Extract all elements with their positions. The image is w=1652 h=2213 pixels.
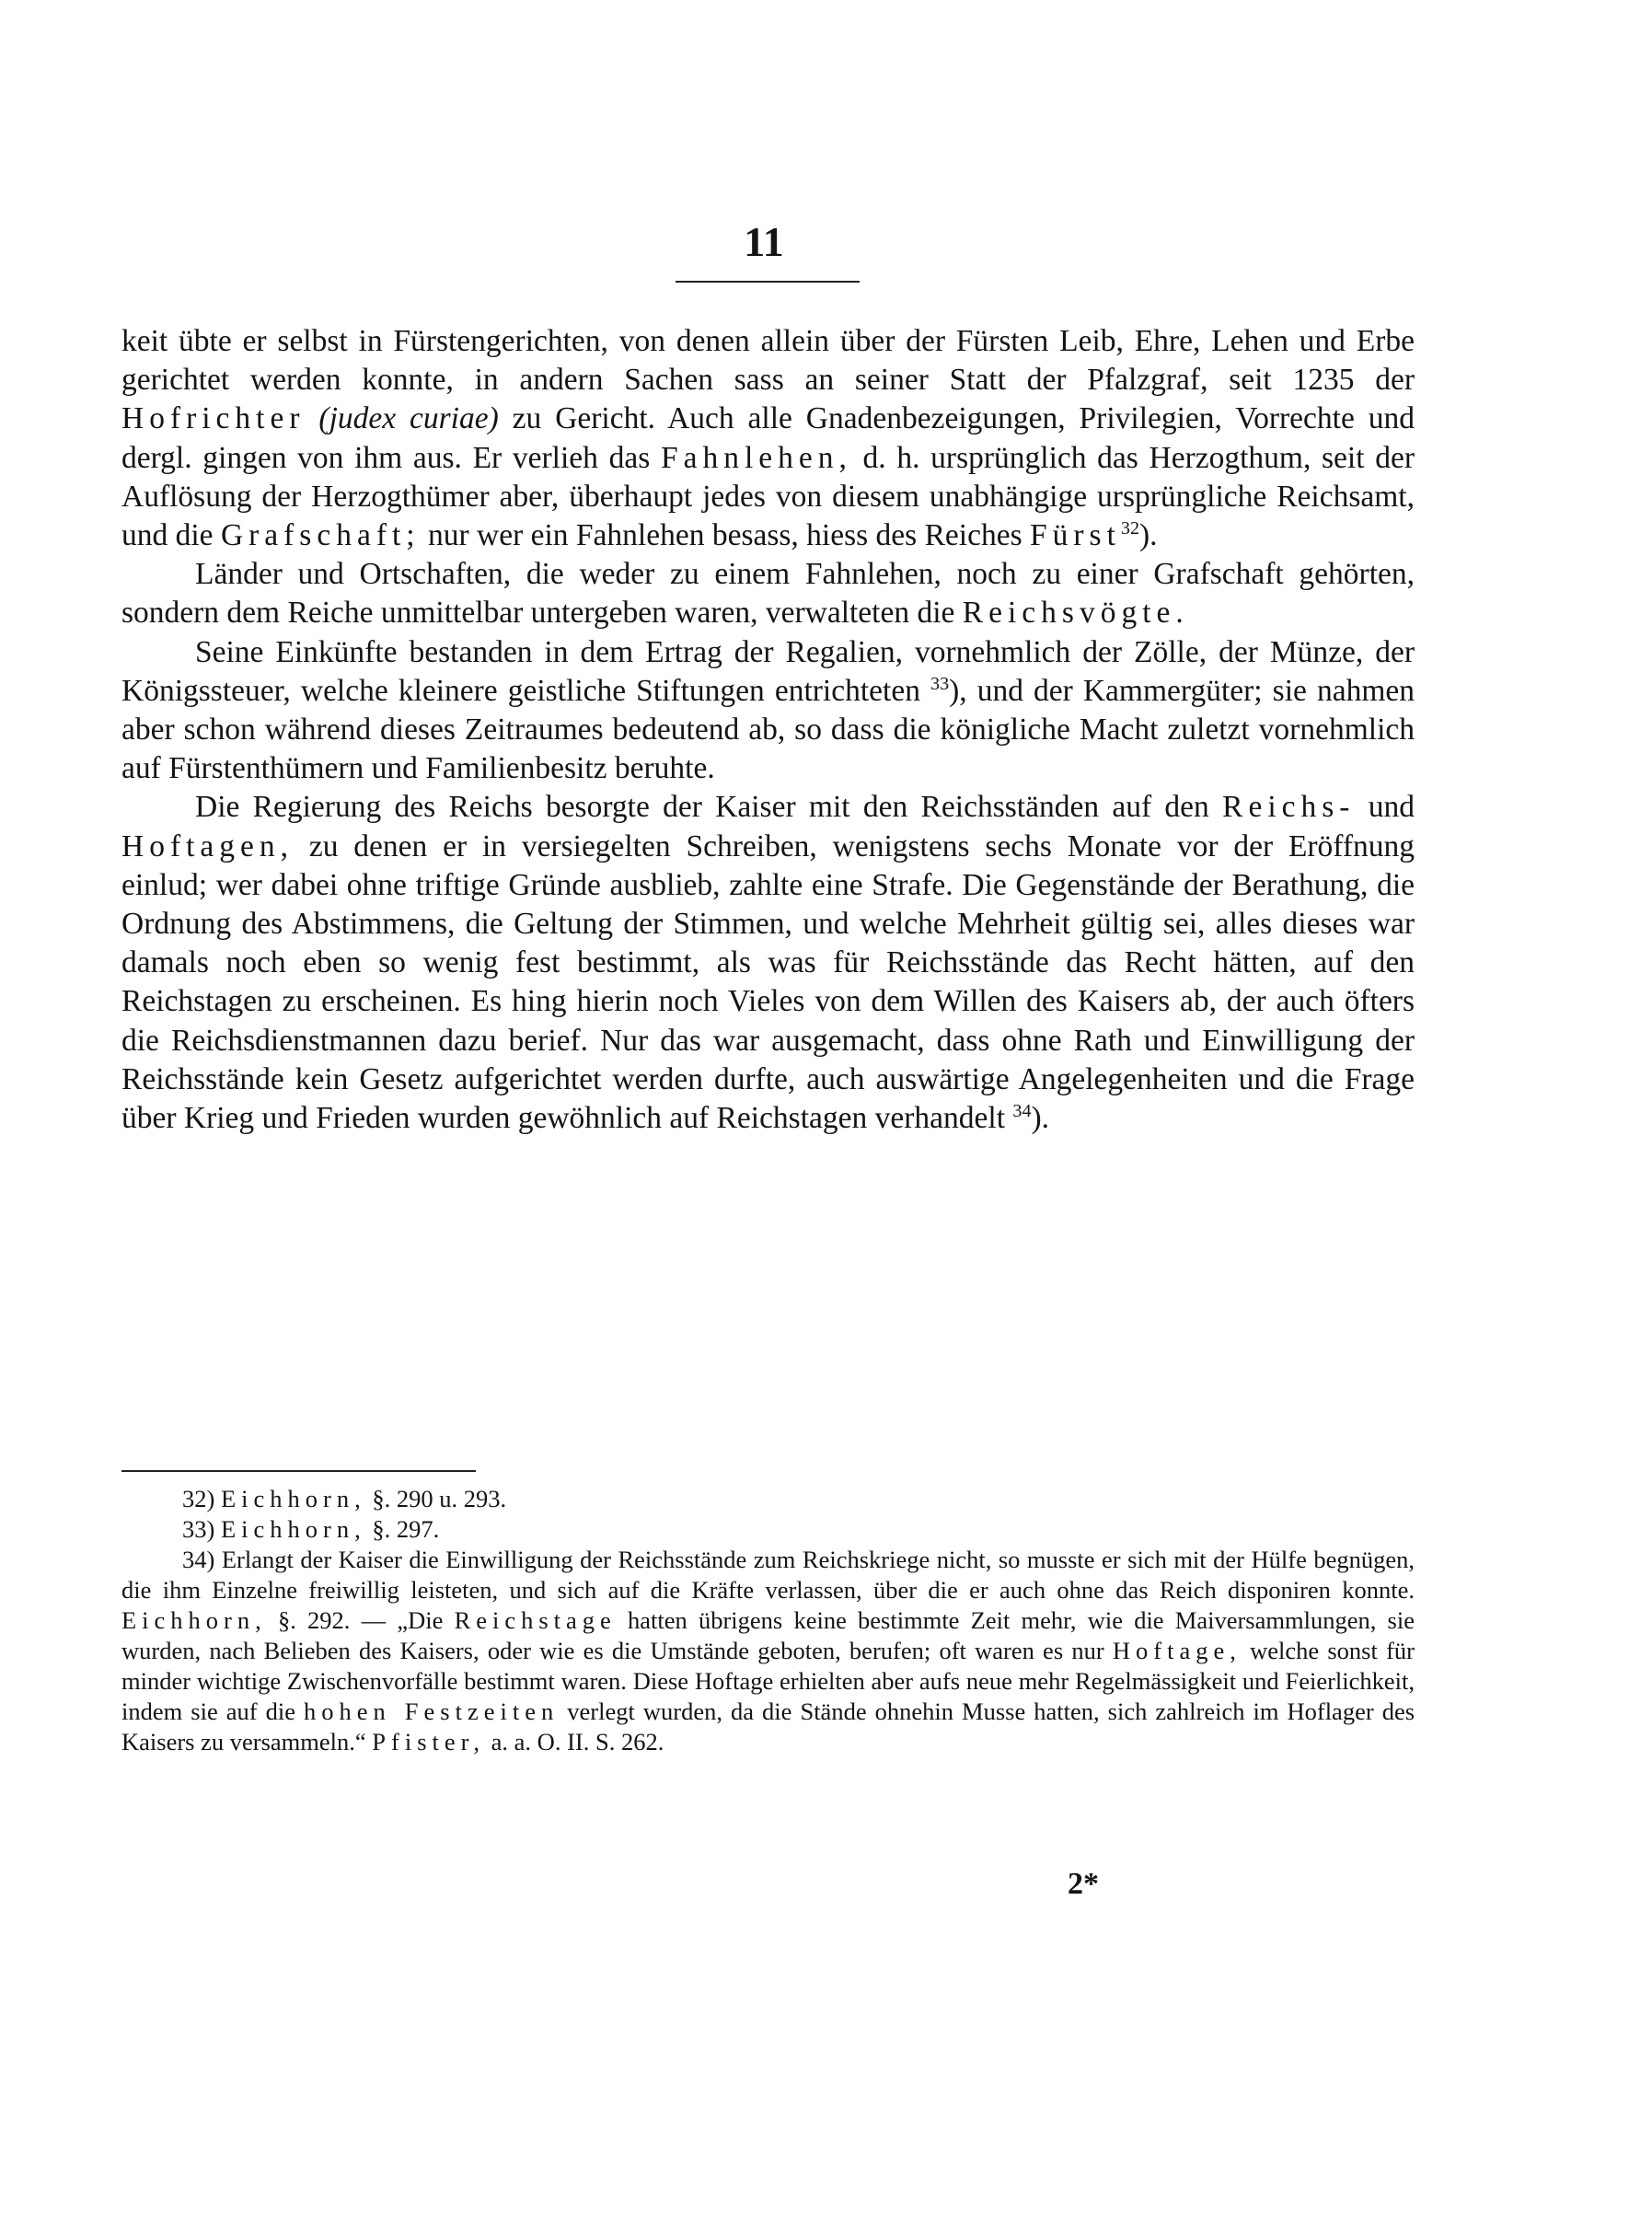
paragraph-2-text: Länder und Ortschaften, die weder zu einem Fahnlehen, noch zu einer Grafschaft gehörten, sondern dem Reiche unmittelbar untergeben waren, verwalteten die xyxy=(121,557,1415,631)
footnotes xyxy=(121,1484,1415,1757)
header-rule xyxy=(676,281,860,283)
signature-mark: 2* xyxy=(1068,1867,1099,1901)
footnote-34-text-6: a. a. O. II. S. 262. xyxy=(485,1728,664,1755)
body-text xyxy=(121,322,1415,1138)
paragraph-1 xyxy=(121,322,1415,555)
term-reichs: Reichs- xyxy=(1222,790,1356,825)
footnote-34-text-2: §. 292. — „Die xyxy=(266,1606,455,1634)
footnote-34-author-2: Pfister, xyxy=(372,1728,486,1755)
paragraph-1-text-3: d. h. ursprünglich das Herzogthum, seit der Auflösung der Herzogthümer aber, überhaupt jedes von diesem unabhängige ursprüngliche Reichsamt, und die xyxy=(121,440,1415,553)
paragraph-4-text-2: zu denen er in versiegelten Schreiben, wenigstens sechs Monate vor der Eröffnung einlud; wer dabei ohne triftige Gründe ausblieb, zahlte eine Strafe. Die Gegenstände der Berathung, die Ordnung des Abstimmens, die Geltung der Stimmen, und welche Mehrheit gültig sei, alles dieses war damals noch eben so wenig fest bestimmt, als was für Reichsstände das Recht hätten, auf den Reichstagen zu erscheinen. Es hing hierin noch Vieles von dem Willen des Kaisers ab, der auch öfters die Reichsdienstmannen dazu berief. Nur das war ausgemacht, dass ohne Rath und Einwilligung der Reichsstände kein Gesetz aufgerichtet werden durfte, auch auswärtige Angelegenheiten und die Frage über Krieg und Frieden wurden gewöhnlich auf Reichstagen verhandelt xyxy=(121,828,1415,1136)
term-judex-curiae: (judex curiae) xyxy=(305,401,499,436)
footnote-33-ref: §. 297. xyxy=(365,1515,440,1543)
term-reichsvoegte: Reichsvögte. xyxy=(962,596,1189,631)
footnote-34-term-reichstage: Reichstage xyxy=(454,1606,617,1634)
footnote-34-term-hoftage: Hoftage, xyxy=(1112,1637,1242,1664)
paragraph-3-text: Seine Einkünfte bestanden in dem Ertrag der Regalien, vornehmlich der Zölle, der Münze, der Königssteuer, welche kleinere geistliche Stiftungen entrichteten xyxy=(121,634,1415,708)
paragraph-1-text-2: zu Gericht. Auch alle Gnadenbezeigungen, Privilegien, Vorrechte und dergl. gingen von ihm aus. Er verlieh das xyxy=(121,401,1415,475)
footnote-32-author: Eichhorn, xyxy=(220,1485,366,1512)
paragraph-4 xyxy=(121,788,1415,1138)
paragraph-1-text: keit übte er selbst in Fürstengerichten, von denen allein über der Fürsten Leib, Ehre, Lehen und Erbe gerichtet werden konnte, in andern Sachen sass an seiner Statt der Pfalzgraf, seit 1235 der xyxy=(121,324,1415,398)
footnote-ref-32[interactable]: 32 xyxy=(1120,517,1139,539)
footnote-34 xyxy=(121,1545,1415,1757)
paragraph-4-und: und xyxy=(1355,790,1415,825)
term-hofrichter: Hofrichter xyxy=(121,401,306,436)
term-hoftagen: Hoftagen, xyxy=(121,828,295,863)
term-grafschaft: Grafschaft; xyxy=(220,518,421,553)
footnote-34-text-4: welche sonst für minder wichtige Zwischenvorfälle bestimmt waren. Diese Hoftage erhielten aber aufs neue mehr Regelmässigkeit und Feierlichkeit, indem sie auf die xyxy=(121,1637,1415,1725)
paragraph-1-end: ). xyxy=(1139,518,1158,553)
footnote-33 xyxy=(121,1514,1415,1545)
footnote-rule xyxy=(121,1470,476,1472)
footnote-34-text-5: verlegt wurden, da die Stände ohnehin Musse hatten, sich zahlreich im Hoflager des Kaisers zu versammeln.“ xyxy=(121,1697,1415,1755)
paragraph-3 xyxy=(121,633,1415,789)
paragraph-3-text-2: ), und der Kammergüter; sie nahmen aber schon während dieses Zeitraumes bedeutend ab, so dass die königliche Macht zuletzt vornehmlich auf Fürstenthümern und Familienbesitz beruhte. xyxy=(121,673,1415,786)
footnote-34-text: 34) Erlangt der Kaiser die Einwilligung der Reichsstände zum Reichskriege nicht, so musste er sich mit der Hülfe begnügen, die ihm Einzelne freiwillig leisteten, und sich auf die Kräfte verlassen, über die er auch ohne das Reich disponiren konnte. xyxy=(121,1546,1415,1604)
page-number: 11 xyxy=(744,218,784,265)
footnote-33-number: 33) xyxy=(182,1515,215,1543)
footnote-32 xyxy=(121,1484,1415,1514)
footnote-34-text-3: hatten übrigens keine bestimmte Zeit mehr, wie die Maiversammlungen, sie wurden, nach Belieben des Kaisers, oder wie es die Umstände geboten, berufen; oft waren es nur xyxy=(121,1606,1415,1664)
footnote-34-term-festzeiten: hohen Festzeiten xyxy=(304,1697,560,1725)
paragraph-1-text-4: nur wer ein Fahnlehen besass, hiess des Reiches xyxy=(420,518,1031,553)
footnote-ref-34[interactable]: 34 xyxy=(1012,1100,1032,1121)
paragraph-4-text: Die Regierung des Reichs besorgte der Kaiser mit den Reichsständen auf den xyxy=(195,790,1223,825)
footnote-34-author: Eichhorn, xyxy=(121,1606,267,1634)
paragraph-2 xyxy=(121,555,1415,632)
term-fuerst: Fürst xyxy=(1030,518,1121,553)
footnote-33-author: Eichhorn, xyxy=(220,1515,366,1543)
footnote-ref-33[interactable]: 33 xyxy=(930,673,950,694)
footnote-32-number: 32) xyxy=(182,1485,215,1512)
footnote-32-ref: §. 290 u. 293. xyxy=(365,1485,507,1512)
paragraph-4-end: ). xyxy=(1031,1101,1050,1136)
term-fahnlehen: Fahnlehen, xyxy=(660,440,852,475)
